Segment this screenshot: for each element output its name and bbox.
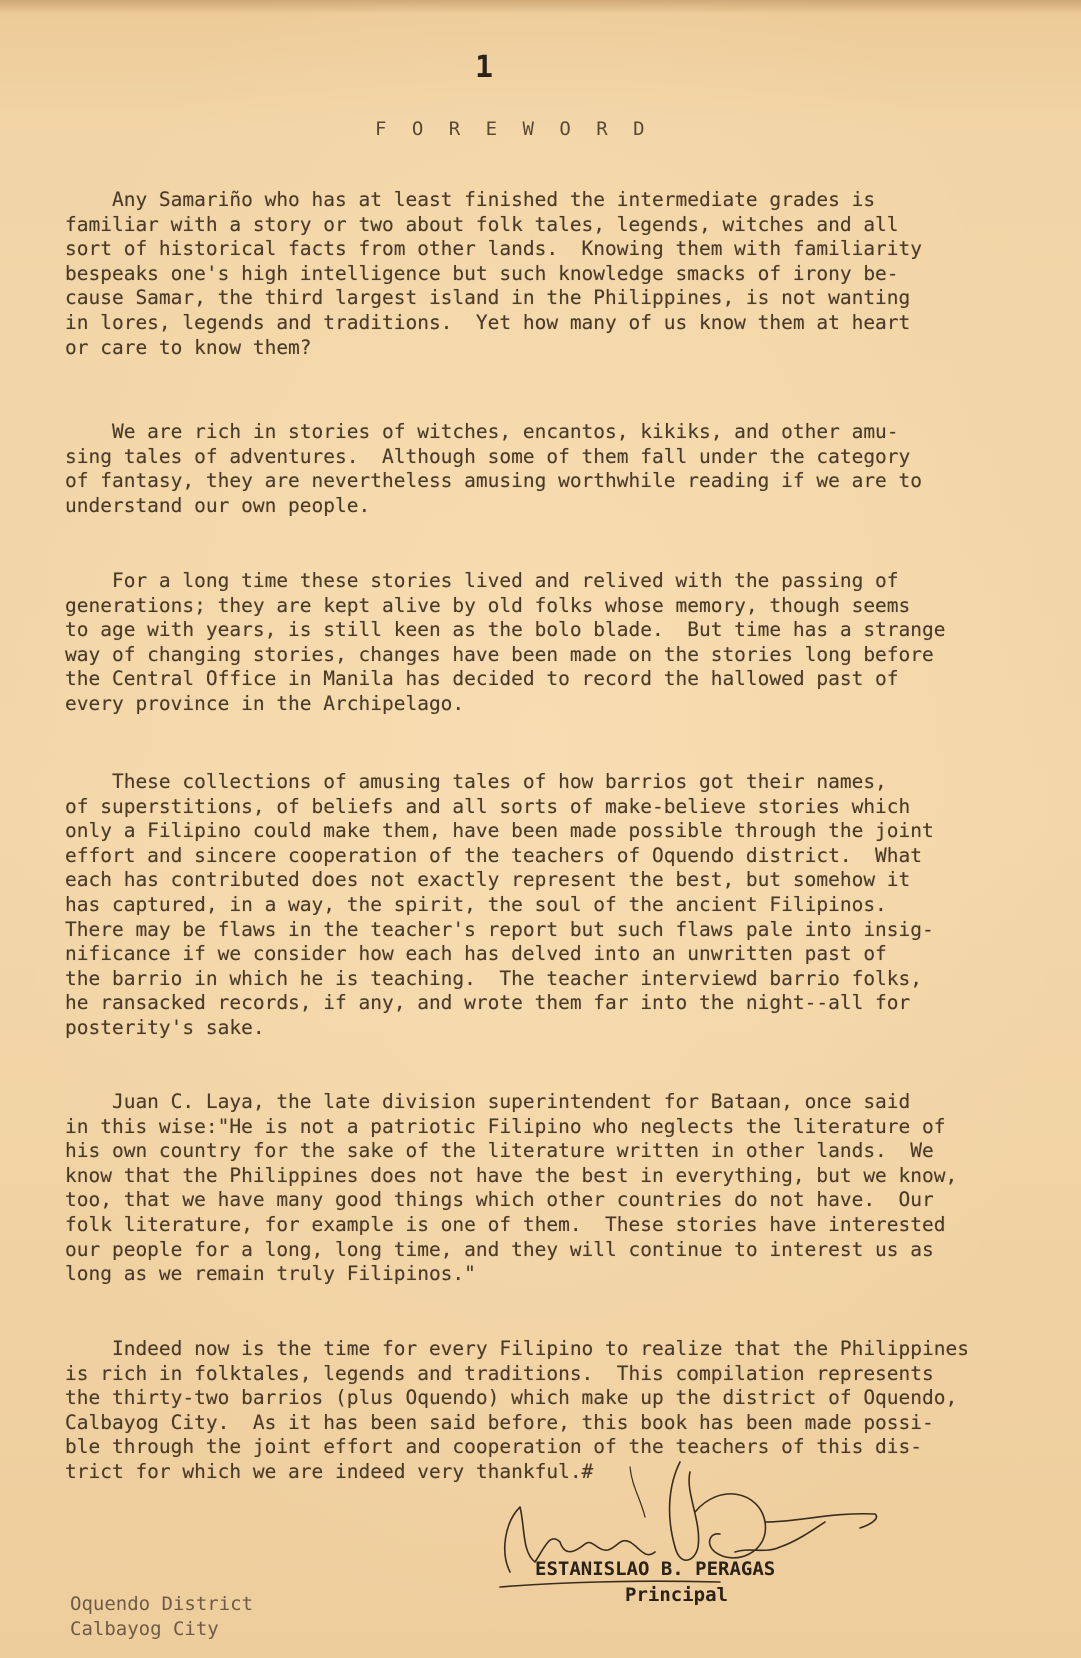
text-line: each has contributed does not exactly represent the best, but somehow it xyxy=(65,868,911,892)
text-line: For a long time these stories lived and relived with the passing of xyxy=(65,569,899,592)
text-line: our people for a long, long time, and they will continue to interest us as xyxy=(65,1237,934,1261)
text-line: These collections of amusing tales of how barrios got their names, xyxy=(65,770,887,793)
text-line: to age with years, is still keen as the bolo blade. But time has a strange xyxy=(65,618,946,642)
text-line: has captured, in a way, the spirit, the soul of the ancient Filipinos. xyxy=(65,892,887,916)
signer-name: ESTANISLAO B. PERAGAS xyxy=(535,1558,776,1580)
text-line: the barrio in which he is teaching. The teacher interviewd barrio folks, xyxy=(65,966,923,990)
text-line: We are rich in stories of witches, encantos, kikiks, and other amu- xyxy=(65,420,899,443)
footer-district: Oquendo District xyxy=(70,1593,254,1615)
text-line: cause Samar, the third largest island in the Philippines, is not wanting xyxy=(65,286,911,310)
text-line: posterity's sake. xyxy=(65,1015,265,1039)
paragraph-1 xyxy=(65,188,1015,360)
text-line: the thirty-two barrios (plus Oquendo) which make up the district of Oquendo, xyxy=(65,1386,958,1410)
text-line: bespeaks one's high intelligence but such knowledge smacks of irony be- xyxy=(65,261,899,285)
text-line: ble through the joint effort and cooperation of the teachers of this dis- xyxy=(65,1435,923,1459)
page-title: F O R E W O R D xyxy=(375,118,652,140)
text-line: he ransacked records, if any, and wrote them far into the night--all for xyxy=(65,991,911,1015)
text-line: way of changing stories, changes have been made on the stories long before xyxy=(65,642,934,666)
footer-address xyxy=(70,1592,253,1642)
text-line: of superstitions, of beliefs and all sorts of make-believe stories which xyxy=(65,794,911,818)
page-number: 1 xyxy=(475,50,494,85)
text-line: too, that we have many good things which other countries do not have. Our xyxy=(65,1188,934,1212)
text-line: Any Samariño who has at least finished the intermediate grades is xyxy=(65,188,876,211)
text-line: every province in the Archipelago. xyxy=(65,691,465,715)
text-line: only a Filipino could make them, have been made possible through the joint xyxy=(65,819,934,843)
paragraph-5 xyxy=(65,1090,1015,1287)
text-line: Calbayog City. As it has been said before, this book has been made possi- xyxy=(65,1410,934,1434)
text-line: understand our own people. xyxy=(65,493,371,517)
text-line: sing tales of adventures. Although some of them fall under the category xyxy=(65,444,911,468)
text-line: Juan C. Laya, the late division superintendent for Bataan, once said xyxy=(65,1090,911,1113)
text-line: folk literature, for example is one of them. These stories have interested xyxy=(65,1212,946,1236)
text-line: familiar with a story or two about folk tales, legends, witches and all xyxy=(65,212,899,236)
text-line: Indeed now is the time for every Filipino to realize that the Philippines xyxy=(65,1337,969,1360)
text-line: in lores, legends and traditions. Yet how many of us know them at heart xyxy=(65,310,911,334)
text-line: know that the Philippines does not have the best in everything, but we know, xyxy=(65,1163,958,1187)
text-line: long as we remain truly Filipinos." xyxy=(65,1262,476,1286)
paragraph-3 xyxy=(65,569,1015,717)
paragraph-4 xyxy=(65,770,1015,1041)
paragraph-2 xyxy=(65,420,1015,518)
signer-title: Principal xyxy=(625,1584,728,1606)
text-line: generations; they are kept alive by old folks whose memory, though seems xyxy=(65,593,911,617)
text-line: or care to know them? xyxy=(65,335,312,359)
text-line: is rich in folktales, legends and traditions. This compilation represents xyxy=(65,1361,934,1385)
text-line: in this wise:"He is not a patriotic Filipino who neglects the literature of xyxy=(65,1114,946,1138)
text-line: sort of historical facts from other lands. Knowing them with familiarity xyxy=(65,237,923,261)
page-top-edge xyxy=(0,0,1081,14)
footer-city: Calbayog City xyxy=(70,1618,219,1640)
text-line: trict for which we are indeed very thankful.# xyxy=(65,1459,594,1483)
text-line: There may be flaws in the teacher's report but such flaws pale into insig- xyxy=(65,917,934,941)
text-line: effort and sincere cooperation of the teachers of Oquendo district. What xyxy=(65,843,923,867)
text-line: nificance if we consider how each has delved into an unwritten past of xyxy=(65,942,887,966)
text-line: the Central Office in Manila has decided to record the hallowed past of xyxy=(65,667,899,691)
text-line: of fantasy, they are nevertheless amusing worthwhile reading if we are to xyxy=(65,469,923,493)
text-line: his own country for the sake of the literature written in other lands. We xyxy=(65,1139,934,1163)
